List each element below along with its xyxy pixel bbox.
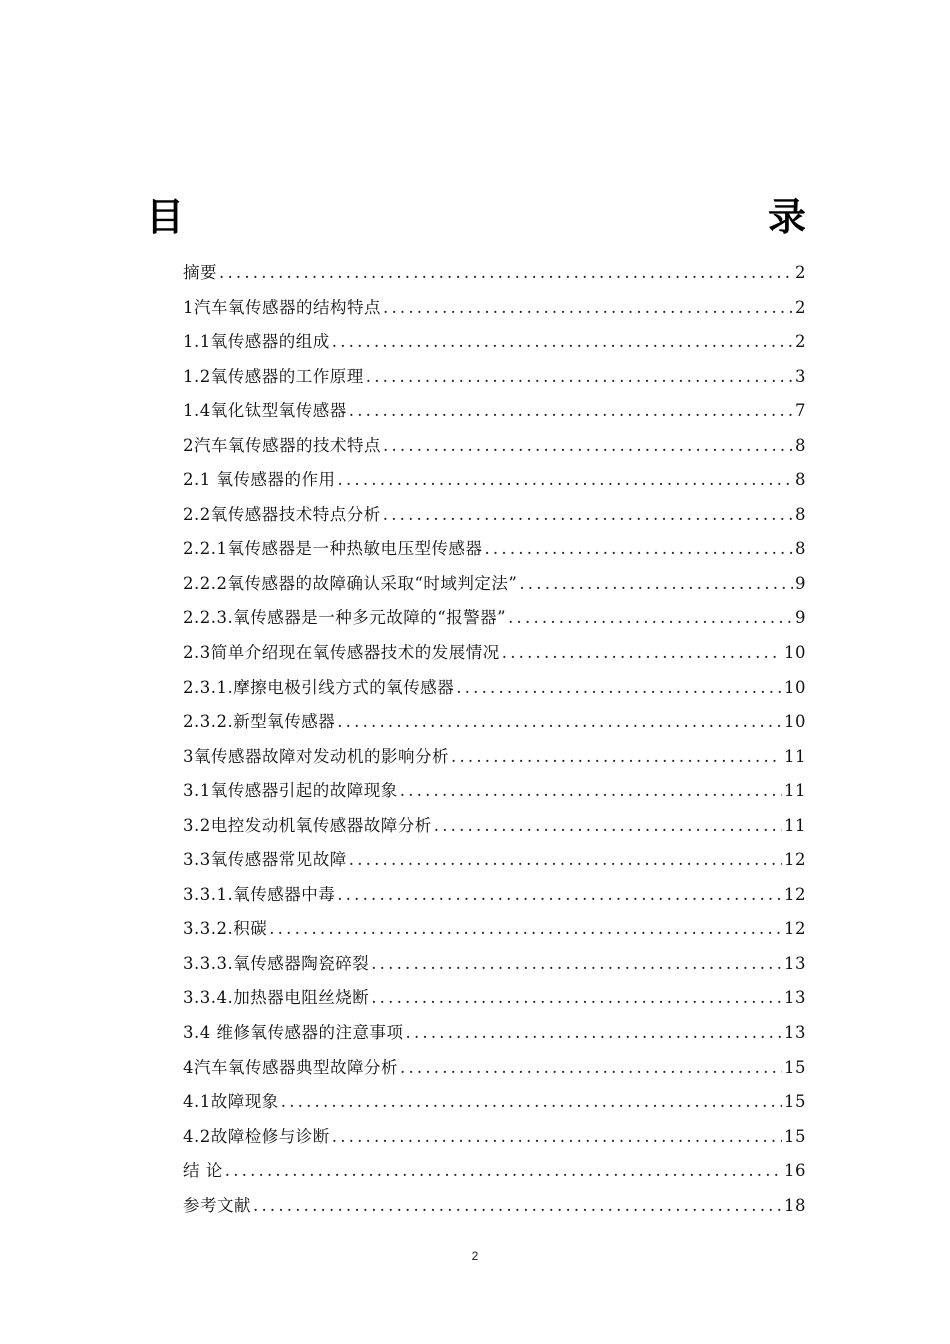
toc-entry[interactable]	[183, 291, 806, 326]
toc-entry-page: 12	[784, 884, 806, 904]
toc-entry-label: 3.3.1.氧传感器中毒	[183, 884, 336, 904]
toc-entry[interactable]	[183, 809, 806, 844]
toc-entry-page: 8	[795, 504, 806, 524]
toc-entry-page: 9	[795, 608, 806, 628]
toc-dot-leader	[383, 498, 793, 533]
toc-entry[interactable]	[183, 360, 806, 395]
toc-dot-leader	[371, 947, 782, 982]
toc-entry-page: 8	[795, 435, 806, 455]
toc-entry[interactable]	[183, 567, 806, 602]
toc-entry-label: 2汽车氧传感器的技术特点	[183, 435, 381, 455]
toc-entry-page: 13	[784, 1023, 806, 1043]
toc-entry[interactable]	[183, 1189, 806, 1224]
toc-entry-label: 1.2氧传感器的工作原理	[183, 366, 364, 386]
toc-entry-label: 1汽车氧传感器的结构特点	[183, 297, 381, 317]
toc-dot-leader	[371, 981, 782, 1016]
toc-entry-page: 3	[795, 366, 806, 386]
toc-entry-page: 11	[784, 781, 806, 801]
toc-entry-label: 2.3.2.新型氧传感器	[183, 712, 336, 732]
toc-entry-page: 12	[784, 850, 806, 870]
toc-dot-leader	[456, 671, 782, 706]
toc-entry-page: 2	[795, 332, 806, 352]
toc-dot-leader	[349, 843, 782, 878]
toc-entry-page: 15	[784, 1126, 806, 1146]
toc-dot-leader	[338, 463, 794, 498]
toc-dot-leader	[332, 1120, 782, 1155]
toc-entry-page: 11	[784, 746, 806, 766]
toc-entry[interactable]	[183, 463, 806, 498]
page-title-char-2: 录	[767, 195, 806, 239]
toc-entry[interactable]	[183, 1016, 806, 1051]
toc-entry-label: 1.1氧传感器的组成	[183, 332, 330, 352]
toc-dot-leader	[225, 1154, 782, 1189]
toc-entry-page: 8	[795, 539, 806, 559]
toc-entry-page: 16	[784, 1161, 806, 1181]
toc-entry[interactable]	[183, 256, 806, 291]
toc-entry[interactable]	[183, 636, 806, 671]
toc-dot-leader	[508, 601, 793, 636]
toc-dot-leader	[337, 878, 782, 913]
toc-entry[interactable]	[183, 532, 806, 567]
toc-dot-leader	[269, 912, 782, 947]
toc-entry-label: 2.2.3.氧传感器是一种多元故障的“报警器”	[183, 608, 507, 628]
toc-dot-leader	[400, 774, 782, 809]
page-number: 2	[471, 1249, 479, 1263]
toc-entry[interactable]	[183, 774, 806, 809]
toc-entry-page: 10	[784, 712, 806, 732]
toc-dot-leader	[337, 705, 782, 740]
toc-entry-label: 参考文献	[183, 1195, 251, 1215]
toc-entry[interactable]	[183, 981, 806, 1016]
toc-dot-leader	[519, 567, 793, 602]
toc-entry-label: 2.3简单介绍现在氧传感器技术的发展情况	[183, 643, 500, 663]
toc-dot-leader	[383, 429, 793, 464]
toc-entry-label: 3氧传感器故障对发动机的影响分析	[183, 746, 449, 766]
toc-dot-leader	[502, 636, 782, 671]
toc-entry-label: 2.3.1.摩擦电极引线方式的氧传感器	[183, 677, 455, 697]
toc-entry-label: 3.2电控发动机氧传感器故障分析	[183, 815, 432, 835]
toc-dot-leader	[406, 1016, 783, 1051]
toc-dot-leader	[349, 394, 793, 429]
toc-entry-page: 10	[784, 643, 806, 663]
toc-entry[interactable]	[183, 394, 806, 429]
toc-entry-page: 10	[784, 677, 806, 697]
toc-entry-page: 15	[784, 1057, 806, 1077]
toc-dot-leader	[484, 532, 793, 567]
toc-dot-leader	[451, 740, 782, 775]
toc-entry[interactable]	[183, 705, 806, 740]
page-title-char-1: 目	[146, 195, 185, 239]
toc-entry[interactable]	[183, 1120, 806, 1155]
toc-entry-page: 13	[784, 953, 806, 973]
toc-entry-page: 2	[795, 297, 806, 317]
toc-dot-leader	[400, 1051, 782, 1086]
toc-entry-label: 摘要	[183, 263, 217, 282]
toc-entry-label: 4汽车氧传感器典型故障分析	[183, 1057, 398, 1077]
toc-entry-label: 2.2氧传感器技术特点分析	[183, 504, 381, 524]
toc-entry-page: 11	[784, 815, 806, 835]
toc-entry-label: 3.3.3.氧传感器陶瓷碎裂	[183, 953, 370, 973]
toc-entry-label: 3.3.4.加热器电阻丝烧断	[183, 988, 370, 1008]
toc-entry-page: 7	[795, 401, 806, 421]
toc-entry-label: 3.3.2.积碳	[183, 919, 268, 939]
toc-entry-label: 3.1氧传感器引起的故障现象	[183, 781, 398, 801]
toc-entry-label: 2.2.1氧传感器是一种热敏电压型传感器	[183, 539, 483, 559]
toc-entry-label: 4.1故障现象	[183, 1092, 279, 1112]
toc-dot-leader	[383, 291, 793, 326]
toc-entry[interactable]	[183, 671, 806, 706]
toc-entry-label: 3.3氧传感器常见故障	[183, 850, 347, 870]
toc-entry-page: 15	[784, 1092, 806, 1112]
toc-entry-page: 2	[795, 263, 806, 282]
toc-dot-leader	[434, 809, 782, 844]
toc-entry[interactable]	[183, 843, 806, 878]
toc-entry[interactable]	[183, 1085, 806, 1120]
toc-entry-page: 9	[795, 573, 806, 593]
toc-entry-label: 2.2.2氧传感器的故障确认采取“时域判定法”	[183, 573, 518, 593]
toc-entry-page: 8	[795, 470, 806, 490]
toc-entry-label: 结 论	[183, 1161, 223, 1181]
toc-dot-leader	[219, 256, 793, 291]
toc-entry[interactable]	[183, 740, 806, 775]
toc-entry-page: 13	[784, 988, 806, 1008]
toc-entry[interactable]	[183, 1051, 806, 1086]
toc-entry[interactable]	[183, 912, 806, 947]
toc-dot-leader	[281, 1085, 782, 1120]
toc-entry[interactable]	[183, 498, 806, 533]
toc-entry-label: 3.4 维修氧传感器的注意事项	[183, 1023, 404, 1043]
toc-entry[interactable]	[183, 878, 806, 913]
toc-entry-label: 4.2故障检修与诊断	[183, 1126, 330, 1146]
toc-entry-page: 18	[784, 1195, 806, 1215]
toc-entry-label: 1.4氧化钛型氧传感器	[183, 401, 347, 421]
toc-entry-label: 2.1 氧传感器的作用	[183, 470, 336, 490]
toc-dot-leader	[253, 1189, 782, 1224]
toc-entry-page: 12	[784, 919, 806, 939]
toc-dot-leader	[332, 325, 793, 360]
toc-entry[interactable]	[183, 601, 806, 636]
toc-dot-leader	[366, 360, 793, 395]
toc-entry[interactable]	[183, 947, 806, 982]
toc-entry[interactable]	[183, 325, 806, 360]
toc-entry[interactable]	[183, 1154, 806, 1189]
toc-entry[interactable]	[183, 429, 806, 464]
table-of-contents	[183, 256, 806, 1223]
